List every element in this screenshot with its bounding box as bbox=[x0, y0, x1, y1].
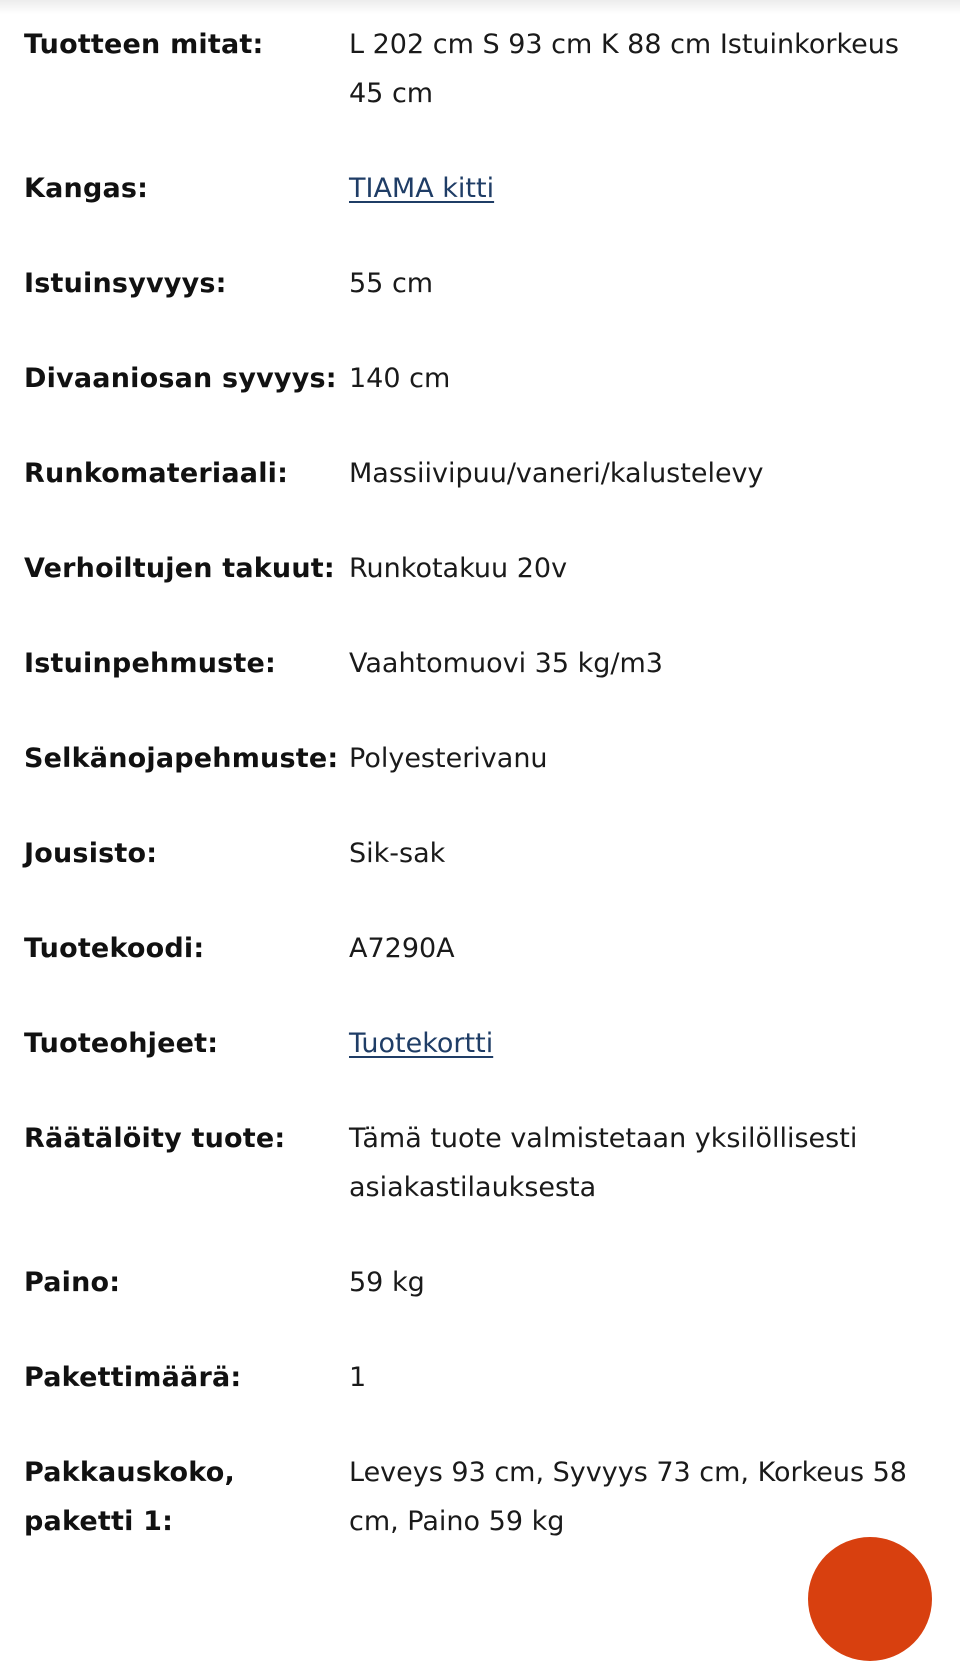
spec-value: Massiivipuu/vaneri/kalustelevy bbox=[349, 458, 764, 489]
spec-row bbox=[24, 734, 934, 783]
spec-value: Leveys 93 cm, Syvyys 73 cm, Korkeus 58 cm, Paino 59 kg bbox=[349, 1457, 907, 1537]
spec-value: 1 bbox=[349, 1362, 367, 1393]
spec-value bbox=[349, 1019, 934, 1068]
spec-value: Vaahtomuovi 35 kg/m3 bbox=[349, 648, 663, 679]
spec-row bbox=[24, 164, 934, 213]
spec-label: Istuinsyvyys: bbox=[24, 268, 227, 299]
spec-label: Runkomateriaali: bbox=[24, 458, 289, 489]
spec-label: Selkänojapehmuste: bbox=[24, 743, 339, 774]
spec-value: 59 kg bbox=[349, 1267, 425, 1298]
spec-label: Pakettimäärä: bbox=[24, 1362, 242, 1393]
spec-label: Verhoiltujen takuut: bbox=[24, 553, 335, 584]
spec-value: L 202 cm S 93 cm K 88 cm Istuinkorkeus 45 cm bbox=[349, 29, 899, 109]
spec-row bbox=[24, 354, 934, 403]
spec-value-link[interactable]: Tuotekortti bbox=[349, 1028, 494, 1059]
spec-label: Pakkauskoko, paketti 1: bbox=[24, 1457, 235, 1537]
chat-button[interactable] bbox=[808, 1537, 932, 1661]
spec-row bbox=[24, 1353, 934, 1402]
spec-row bbox=[24, 449, 934, 498]
spec-row bbox=[24, 924, 934, 973]
spec-value: Sik-sak bbox=[349, 838, 446, 869]
spec-value: Tämä tuote valmistetaan yksilöllisesti asiakastilauksesta bbox=[349, 1123, 858, 1203]
spec-label: Räätälöity tuote: bbox=[24, 1123, 286, 1154]
spec-value: 140 cm bbox=[349, 363, 451, 394]
product-specs-table bbox=[24, 20, 934, 1592]
spec-label: Tuotekoodi: bbox=[24, 933, 205, 964]
spec-value: A7290A bbox=[349, 933, 455, 964]
spec-row bbox=[24, 1114, 934, 1212]
spec-label: Paino: bbox=[24, 1267, 121, 1298]
spec-label: Tuoteohjeet: bbox=[24, 1028, 219, 1059]
top-shadow bbox=[0, 0, 960, 14]
spec-label: Istuinpehmuste: bbox=[24, 648, 277, 679]
spec-label: Divaaniosan syvyys: bbox=[24, 363, 337, 394]
spec-row bbox=[24, 639, 934, 688]
spec-value: Runkotakuu 20v bbox=[349, 553, 568, 584]
spec-row bbox=[24, 259, 934, 308]
spec-label: Jousisto: bbox=[24, 838, 158, 869]
spec-row bbox=[24, 20, 934, 118]
spec-label: Tuotteen mitat: bbox=[24, 29, 264, 60]
spec-value: 55 cm bbox=[349, 268, 434, 299]
spec-row bbox=[24, 829, 934, 878]
spec-row bbox=[24, 544, 934, 593]
spec-row bbox=[24, 1019, 934, 1068]
spec-label: Kangas: bbox=[24, 173, 149, 204]
spec-row bbox=[24, 1448, 934, 1546]
spec-row bbox=[24, 1258, 934, 1307]
spec-value bbox=[349, 164, 934, 213]
spec-value: Polyesterivanu bbox=[349, 743, 548, 774]
spec-value-link[interactable]: TIAMA kitti bbox=[349, 173, 495, 204]
